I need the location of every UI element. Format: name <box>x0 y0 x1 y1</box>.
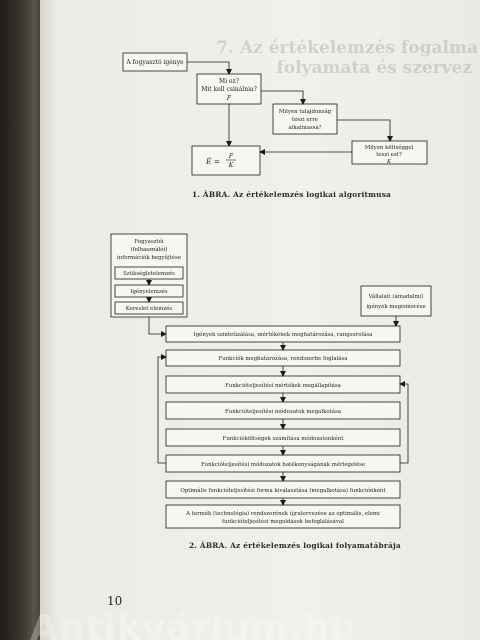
arrow-q1-to-q2 <box>261 91 303 104</box>
result-denominator: K <box>228 162 234 169</box>
consumer-line-3: információk begyűjtése <box>117 255 181 261</box>
step-label-7: Optimális funkcióteljesítési forma kiválasztása (megalkotása) funkciónként <box>180 488 386 494</box>
step-label-4: Funkcióteljesítési módozatok megalkotása <box>225 409 341 415</box>
q1-variable: F <box>226 95 232 102</box>
q2-line-1: Milyen tulajdonság <box>278 109 332 115</box>
bleed-through-line-1: 7. Az értékelemzés fogalma <box>216 38 478 58</box>
figure-2-caption: 2. ÁBRA. Az értékelemzés logikai folyamatábrája <box>189 541 401 550</box>
step-label-5: Funkcióköltségek számítása módozatonként <box>222 436 344 442</box>
step-label-1: Igények szintetizálása, mértékének meghatározása, rangsorolása <box>193 332 373 338</box>
figure-1-caption: 1. ÁBRA. Az értékelemzés logikai algoritmusa <box>192 190 392 199</box>
q3-line-2: teszi ezt? <box>376 152 402 158</box>
result-numerator: F <box>228 153 234 160</box>
watermark: Antikvárium.hu <box>30 608 357 640</box>
feedback-loop-right <box>400 384 408 463</box>
consumer-line-1: Fogyasztói <box>134 239 164 245</box>
arrow-consumer-to-step1 <box>149 317 166 334</box>
sub-label-2: Igényelemzés <box>130 289 168 295</box>
step-label-3: Funkcióteljesítési mértékek megállapítása <box>225 383 341 389</box>
q2-line-3: alkalmassá? <box>288 125 322 131</box>
company-line-2: igények megismerése <box>366 304 426 310</box>
arrow-q2-to-q3 <box>337 120 390 141</box>
sub-label-1: Szükségletelemzés <box>123 271 175 277</box>
arrow-need-to-q1 <box>187 62 229 74</box>
figure-2 <box>111 234 431 528</box>
result-lhs: É = <box>206 157 221 166</box>
q2-line-2: teszi erre <box>292 117 318 123</box>
page-number: 10 <box>107 594 123 608</box>
company-line-1: Vállalati (ámadalmi) <box>368 294 424 300</box>
sub-label-3: Kereslet elemzés <box>125 306 173 312</box>
consumer-line-2: (felhasználói) <box>130 247 168 253</box>
q1-line-2: Mit kell csinálnia? <box>201 86 257 93</box>
result-box <box>192 146 260 175</box>
feedback-loop-left <box>158 357 166 463</box>
q3-variable: K <box>386 159 392 165</box>
step-label-6: Funkcióteljesítési módozatok hatékonyságának mérlegelése <box>200 462 366 468</box>
step-label-2: Funkciók meghatározása, rendszerbe foglalása <box>218 356 348 362</box>
need-label: A fogyasztó igénye <box>126 59 184 66</box>
company-needs-box <box>361 286 431 316</box>
bleed-through-line-2: folyamata és szervez <box>276 58 472 78</box>
q1-line-1: Mi ez? <box>219 78 239 85</box>
step-label-8b: funkcióteljesítési megoldások befoglalásával <box>222 519 344 525</box>
q3-line-1: Milyen költséggel <box>364 145 414 151</box>
step-label-8a: A termék (technológia) rendszerének újratervezése az optimális, elemi <box>186 511 380 517</box>
